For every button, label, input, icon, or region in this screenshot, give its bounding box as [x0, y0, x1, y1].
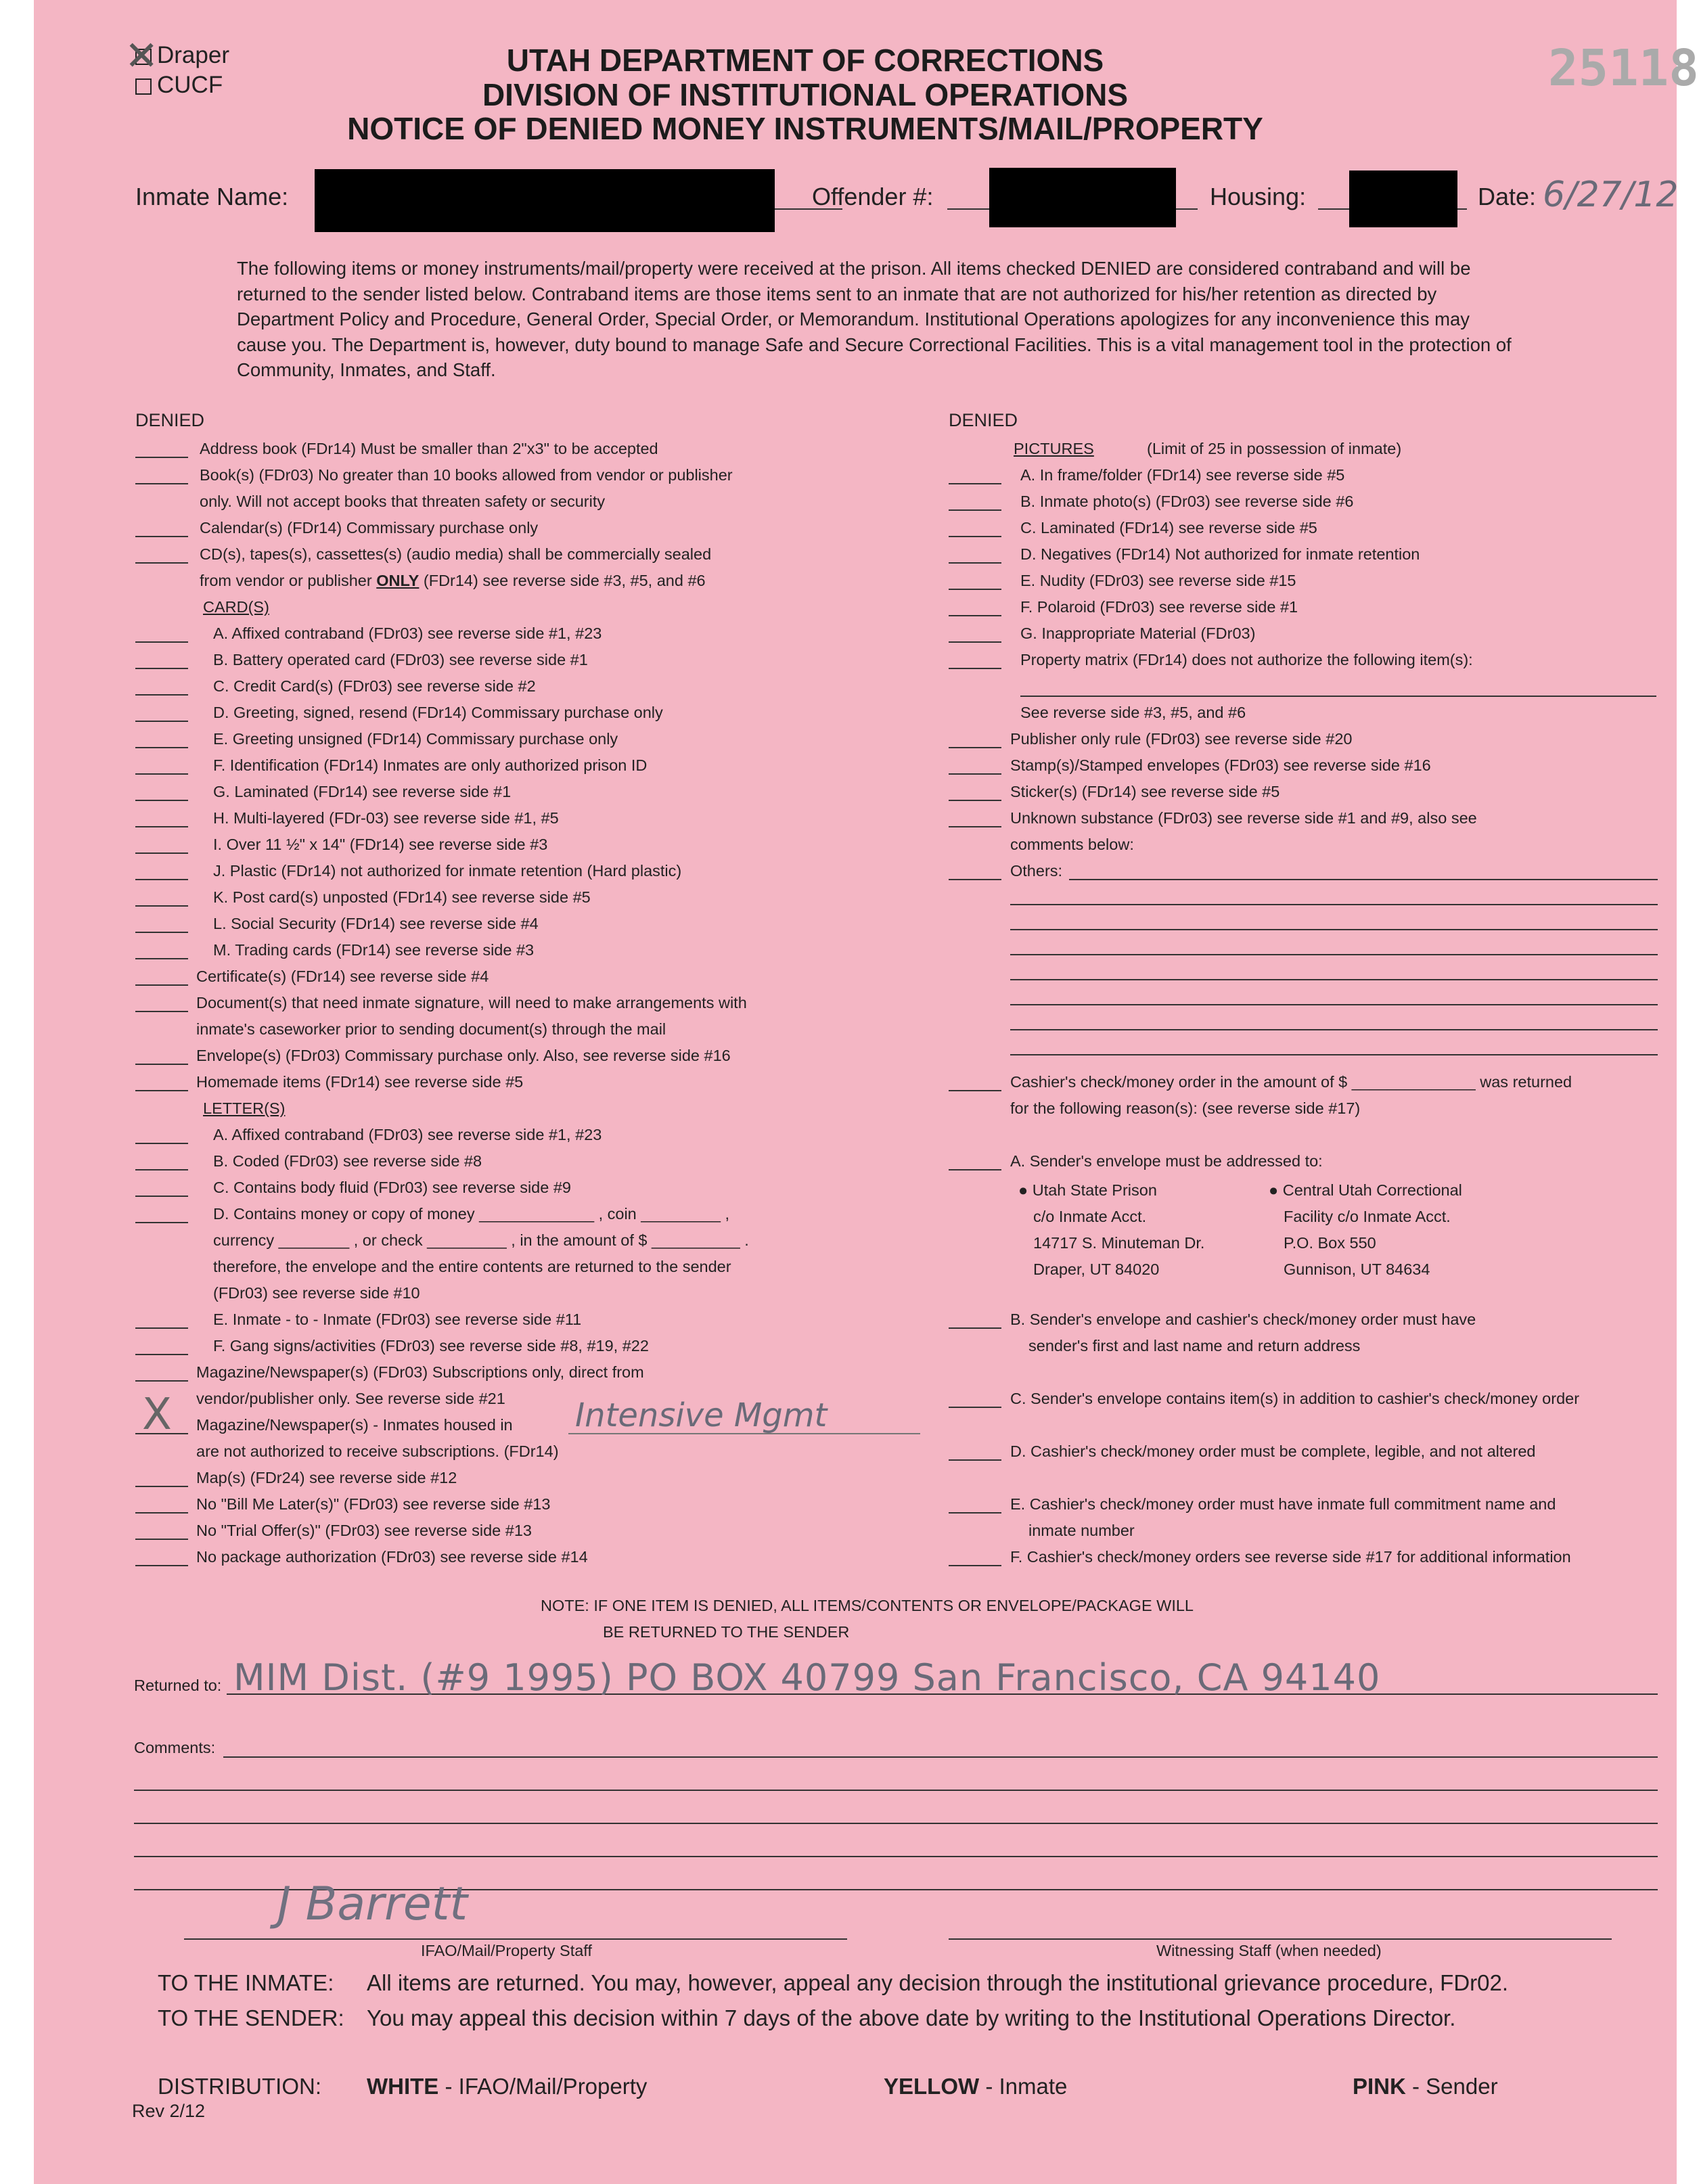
picture-c: C. Laminated (FDr14) see reverse side #5	[1020, 519, 1317, 537]
checkbox-icon[interactable]	[135, 78, 152, 95]
notice-form	[34, 0, 1699, 2184]
inmate-name-label: Inmate Name:	[135, 183, 289, 210]
check-blank[interactable]	[135, 984, 188, 986]
envelope-item: Envelope(s) (FDr03) Commissary purchase only. Also, see reverse side #16	[196, 1047, 731, 1064]
reason-c: C. Sender's envelope contains item(s) in addition to cashier's check/money order	[1010, 1390, 1580, 1407]
header-line1: UTAH DEPARTMENT OF CORRECTIONS	[506, 43, 1104, 78]
picture-d: D. Negatives (FDr14) Not authorized for inmate retention	[1020, 545, 1420, 563]
form-number: 25118	[1548, 39, 1699, 97]
check-blank[interactable]	[949, 1512, 1001, 1514]
property-matrix-line[interactable]	[1020, 696, 1656, 697]
witness-signature-label: Witnessing Staff (when needed)	[1156, 1942, 1382, 1959]
offender-label: Offender #:	[812, 183, 934, 210]
homemade-item: Homemade items (FDr14) see reverse side #5	[196, 1073, 524, 1091]
check-blank[interactable]	[135, 800, 188, 801]
letter-a: A. Affixed contraband (FDr03) see reverse side #1, #23	[213, 1126, 602, 1143]
magazine-intensive-cont: are not authorized to receive subscriptions. (FDr14)	[196, 1442, 559, 1460]
check-blank[interactable]	[949, 536, 1001, 537]
others-line[interactable]	[1010, 929, 1658, 930]
staff-signature: J Barrett	[277, 1878, 468, 1931]
document-item-cont: inmate's caseworker prior to sending document(s) through the mail	[196, 1020, 666, 1038]
trial-offer-item: No "Trial Offer(s)" (FDr03) see reverse side #13	[196, 1522, 532, 1539]
card-l: L. Social Security (FDr14) see reverse side #4	[213, 915, 539, 932]
card-f: F. Identification (FDr14) Inmates are only authorized prison ID	[213, 756, 648, 774]
check-blank[interactable]	[135, 1143, 188, 1144]
stamps-item: Stamp(s)/Stamped envelopes (FDr03) see reverse side #16	[1010, 756, 1431, 774]
check-blank[interactable]	[135, 1090, 188, 1091]
header-title: NOTICE OF DENIED MONEY INSTRUMENTS/MAIL/PROPERTY	[347, 111, 1263, 146]
pictures-header: PICTURES	[1014, 440, 1094, 457]
returned-to-label: Returned to:	[134, 1677, 222, 1694]
cards-header: CARD(S)	[203, 598, 269, 616]
right-denied-label: DENIED	[949, 410, 1018, 430]
staff-signature-label: IFAO/Mail/Property Staff	[421, 1942, 592, 1959]
handwritten-housing-unit: Intensive Mgmt	[575, 1396, 828, 1434]
check-blank[interactable]	[135, 826, 188, 827]
facility-draper[interactable]: Draper	[135, 42, 229, 69]
distribution-yellow: YELLOW - Inmate	[884, 2074, 1068, 2099]
check-blank[interactable]	[135, 1196, 188, 1197]
check-blank[interactable]	[949, 747, 1001, 748]
letter-d: D. Contains money or copy of money _____________ , coin _________ ,	[213, 1205, 729, 1223]
check-blank[interactable]	[135, 773, 188, 775]
check-blank[interactable]	[135, 1011, 188, 1012]
magazine-item: Magazine/Newspaper(s) (FDr03) Subscriptions only, direct from	[196, 1363, 644, 1381]
certificate-item: Certificate(s) (FDr14) see reverse side #4	[196, 968, 489, 985]
others-line[interactable]	[1010, 1004, 1658, 1005]
letter-d-cont3: (FDr03) see reverse side #10	[213, 1284, 420, 1302]
card-m: M. Trading cards (FDr14) see reverse side #3	[213, 941, 535, 959]
check-blank[interactable]	[135, 1222, 188, 1223]
check-blank[interactable]	[949, 1169, 1001, 1170]
reason-d: D. Cashier's check/money order must be complete, legible, and not altered	[1010, 1442, 1536, 1460]
card-d: D. Greeting, signed, resend (FDr14) Commissary purchase only	[213, 704, 663, 721]
check-blank[interactable]	[949, 483, 1001, 484]
cashiers-check-cont: for the following reason(s): (see reverse side #17)	[1010, 1099, 1361, 1117]
check-blank[interactable]	[135, 457, 188, 458]
card-i: I. Over 11 ½" x 14" (FDr14) see reverse side #3	[213, 836, 548, 853]
to-sender-text: You may appeal this decision within 7 days of the above date by writing to the Institutional Operations Director.	[367, 2005, 1456, 2030]
check-blank[interactable]	[949, 1565, 1001, 1566]
check-blank[interactable]	[135, 536, 188, 537]
check-blank[interactable]	[135, 1486, 188, 1487]
reason-a: A. Sender's envelope must be addressed to:	[1010, 1152, 1323, 1170]
unknown-substance-cont: comments below:	[1010, 836, 1134, 853]
check-blank[interactable]	[949, 826, 1001, 827]
card-g: G. Laminated (FDr14) see reverse side #1	[213, 783, 512, 800]
comments-line[interactable]	[134, 1823, 1658, 1824]
check-blank[interactable]	[949, 562, 1001, 564]
letter-e: E. Inmate - to - Inmate (FDr03) see reverse side #11	[213, 1311, 582, 1328]
to-inmate-label: TO THE INMATE:	[158, 1970, 334, 1995]
check-blank[interactable]	[949, 773, 1001, 775]
comments-line[interactable]	[223, 1756, 1658, 1758]
check-blank[interactable]	[135, 1539, 188, 1540]
letter-c: C. Contains body fluid (FDr03) see reverse side #9	[213, 1179, 571, 1196]
check-blank[interactable]	[135, 668, 188, 669]
card-j: J. Plastic (FDr14) not authorized for inmate retention (Hard plastic)	[213, 862, 682, 880]
others-line[interactable]	[1010, 1029, 1658, 1030]
check-blank[interactable]	[135, 1380, 188, 1382]
card-k: K. Post card(s) unposted (FDr14) see reverse side #5	[213, 888, 591, 906]
letter-d-cont1: currency ________ , or check _________ , in the amount of $ __________ .	[213, 1231, 749, 1249]
header-line2: DIVISION OF INSTITUTIONAL OPERATIONS	[482, 77, 1129, 112]
cd-item: CD(s), tapes(s), cassettes(s) (audio media) shall be commercially sealed	[200, 545, 712, 563]
check-blank[interactable]	[949, 1407, 1001, 1408]
books-item: Book(s) (FDr03) No greater than 10 books allowed from vendor or publisher	[200, 466, 733, 484]
reason-b-cont: sender's first and last name and return address	[1028, 1337, 1361, 1355]
publisher-rule-item: Publisher only rule (FDr03) see reverse side #20	[1010, 730, 1353, 748]
reason-f: F. Cashier's check/money orders see reverse side #17 for additional information	[1010, 1548, 1571, 1566]
distribution-pink: PINK - Sender	[1353, 2074, 1498, 2099]
map-item: Map(s) (FDr24) see reverse side #12	[196, 1469, 457, 1486]
others-line[interactable]	[1010, 979, 1658, 980]
card-h: H. Multi-layered (FDr-03) see reverse side #1, #5	[213, 809, 559, 827]
picture-a: A. In frame/folder (FDr14) see reverse side #5	[1020, 466, 1345, 484]
returned-to-address: MIM Dist. (#9 1995) PO BOX 40799 San Francisco, CA 94140	[233, 1656, 1381, 1699]
check-blank[interactable]	[135, 483, 188, 484]
comments-line[interactable]	[134, 1790, 1658, 1791]
check-blank[interactable]	[135, 562, 188, 564]
check-blank[interactable]	[135, 852, 188, 854]
check-blank[interactable]	[135, 958, 188, 959]
others-line[interactable]	[1010, 1054, 1658, 1055]
pictures-note: (Limit of 25 in possession of inmate)	[1147, 440, 1402, 457]
check-blank[interactable]	[949, 1090, 1001, 1091]
others-line[interactable]	[1010, 904, 1658, 905]
letter-f: F. Gang signs/activities (FDr03) see reverse side #8, #19, #22	[213, 1337, 649, 1355]
letter-b: B. Coded (FDr03) see reverse side #8	[213, 1152, 482, 1170]
comments-line[interactable]	[134, 1856, 1658, 1857]
others-line[interactable]	[1069, 879, 1658, 880]
picture-b: B. Inmate photo(s) (FDr03) see reverse side #6	[1020, 493, 1354, 510]
left-denied-label: DENIED	[135, 410, 205, 430]
stickers-item: Sticker(s) (FDr14) see reverse side #5	[1010, 783, 1280, 800]
check-blank[interactable]	[135, 1512, 188, 1514]
check-blank[interactable]	[949, 879, 1001, 880]
redaction-inmate-name	[315, 169, 775, 232]
property-matrix-ref: See reverse side #3, #5, and #6	[1020, 704, 1246, 721]
reason-b: B. Sender's envelope and cashier's check/money order must have	[1010, 1311, 1476, 1328]
check-blank[interactable]	[949, 589, 1001, 590]
reason-e-cont: inmate number	[1028, 1522, 1135, 1539]
check-blank[interactable]	[135, 879, 188, 880]
check-blank[interactable]	[135, 721, 188, 722]
others-item: Others:	[1010, 862, 1063, 880]
address-usp: ● Utah State Prison c/o Inmate Acct. 14717 S. Minuteman Dr. Draper, UT 84020	[1018, 1181, 1205, 1278]
letters-header: LETTER(S)	[203, 1099, 286, 1117]
check-blank[interactable]	[135, 1169, 188, 1170]
reason-e: E. Cashier's check/money order must have inmate full commitment name and	[1010, 1495, 1556, 1513]
cashiers-check-item: Cashier's check/money order in the amount of $ ______________ was returned	[1010, 1073, 1572, 1091]
note-line2: BE RETURNED TO THE SENDER	[603, 1623, 850, 1641]
to-sender-label: TO THE SENDER:	[158, 2005, 344, 2030]
date-value: 6/27/12	[1543, 175, 1679, 215]
redaction-offender	[989, 168, 1176, 227]
picture-e: E. Nudity (FDr03) see reverse side #15	[1020, 572, 1296, 589]
check-blank[interactable]	[135, 641, 188, 643]
card-b: B. Battery operated card (FDr03) see reverse side #1	[213, 651, 588, 668]
check-blank[interactable]	[949, 1459, 1001, 1461]
check-blank[interactable]	[135, 1327, 188, 1329]
bill-me-later-item: No "Bill Me Later(s)" (FDr03) see reverse side #13	[196, 1495, 551, 1513]
package-item: No package authorization (FDr03) see reverse side #14	[196, 1548, 588, 1566]
magazine-intensive-item: Magazine/Newspaper(s) - Inmates housed in	[196, 1416, 513, 1434]
document-item: Document(s) that need inmate signature, will need to make arrangements with	[196, 994, 747, 1011]
date-label: Date:	[1478, 183, 1537, 210]
check-blank[interactable]	[949, 615, 1001, 616]
check-blank[interactable]	[135, 1565, 188, 1566]
picture-g: G. Inappropriate Material (FDr03)	[1020, 624, 1256, 642]
revision-label: Rev 2/12	[132, 2101, 206, 2121]
check-blank[interactable]	[949, 668, 1001, 669]
to-inmate-text: All items are returned. You may, however, appeal any decision through the institutional grievance procedure, FDr02.	[367, 1970, 1509, 1995]
address-cucf: ● Central Utah Correctional Facility c/o Inmate Acct. P.O. Box 550 Gunnison, UT 84634	[1269, 1181, 1462, 1278]
property-matrix-item: Property matrix (FDr14) does not authorize the following item(s):	[1020, 651, 1473, 668]
letter-d-cont2: therefore, the envelope and the entire contents are returned to the sender	[213, 1258, 731, 1275]
unknown-substance-item: Unknown substance (FDr03) see reverse side #1 and #9, also see	[1010, 809, 1477, 827]
check-blank[interactable]	[135, 1354, 188, 1355]
draper-crossout-mark: ✕	[124, 32, 159, 80]
check-blank[interactable]	[949, 1327, 1001, 1329]
address-book-item: Address book (FDr14) Must be smaller than 2"x3" to be accepted	[200, 440, 658, 457]
check-blank[interactable]	[135, 932, 188, 933]
card-c: C. Credit Card(s) (FDr03) see reverse side #2	[213, 677, 536, 695]
check-blank[interactable]	[135, 1064, 188, 1065]
calendar-item: Calendar(s) (FDr14) Commissary purchase only	[200, 519, 539, 537]
picture-f: F. Polaroid (FDr03) see reverse side #1	[1020, 598, 1298, 616]
magazine-item-cont: vendor/publisher only. See reverse side #21	[196, 1390, 505, 1407]
witness-signature-line[interactable]	[949, 1938, 1612, 1940]
staff-signature-line[interactable]	[184, 1938, 847, 1940]
check-blank[interactable]	[135, 747, 188, 748]
card-a: A. Affixed contraband (FDr03) see reverse side #1, #23	[213, 624, 602, 642]
housing-label: Housing:	[1210, 183, 1307, 210]
check-blank[interactable]	[135, 905, 188, 907]
x-check-mark: X	[142, 1390, 172, 1440]
note-line1: NOTE: IF ONE ITEM IS DENIED, ALL ITEMS/CONTENTS OR ENVELOPE/PACKAGE WILL	[541, 1597, 1194, 1614]
check-blank[interactable]	[949, 509, 1001, 511]
bullet-icon: ●	[1018, 1181, 1033, 1199]
card-e: E. Greeting unsigned (FDr14) Commissary purchase only	[213, 730, 618, 748]
facility-cucf[interactable]: CUCF	[135, 72, 223, 99]
others-line[interactable]	[1010, 954, 1658, 955]
distribution-label: DISTRIBUTION:	[158, 2074, 322, 2099]
bullet-icon: ●	[1269, 1181, 1283, 1199]
cd-item-cont: from vendor or publisher ONLY (FDr14) see reverse side #3, #5, and #6	[200, 572, 706, 589]
redaction-housing	[1349, 170, 1457, 227]
check-blank[interactable]	[949, 641, 1001, 643]
distribution-white: WHITE - IFAO/Mail/Property	[367, 2074, 648, 2099]
check-blank[interactable]	[135, 694, 188, 696]
books-item-cont: only. Will not accept books that threaten safety or security	[200, 493, 606, 510]
intro-paragraph: The following items or money instruments/mail/property were received at the prison. All items checked DENIED are considered contraband and will be returned to the sender listed below. Contraband items are those items sent to an inmate that are not authorized for his/her retention as directed by Department Policy and Procedure, General Order, Special Order, or Memorandum. Institutional Operations apologizes for any inconvenience this may cause you. The Department is, however, duty bound to manage Safe and Secure Correctional Facilities. This is a vital management tool in the protection of Community, Inmates, and Staff.	[237, 258, 1512, 380]
check-blank[interactable]	[949, 800, 1001, 801]
comments-label: Comments:	[134, 1739, 216, 1756]
